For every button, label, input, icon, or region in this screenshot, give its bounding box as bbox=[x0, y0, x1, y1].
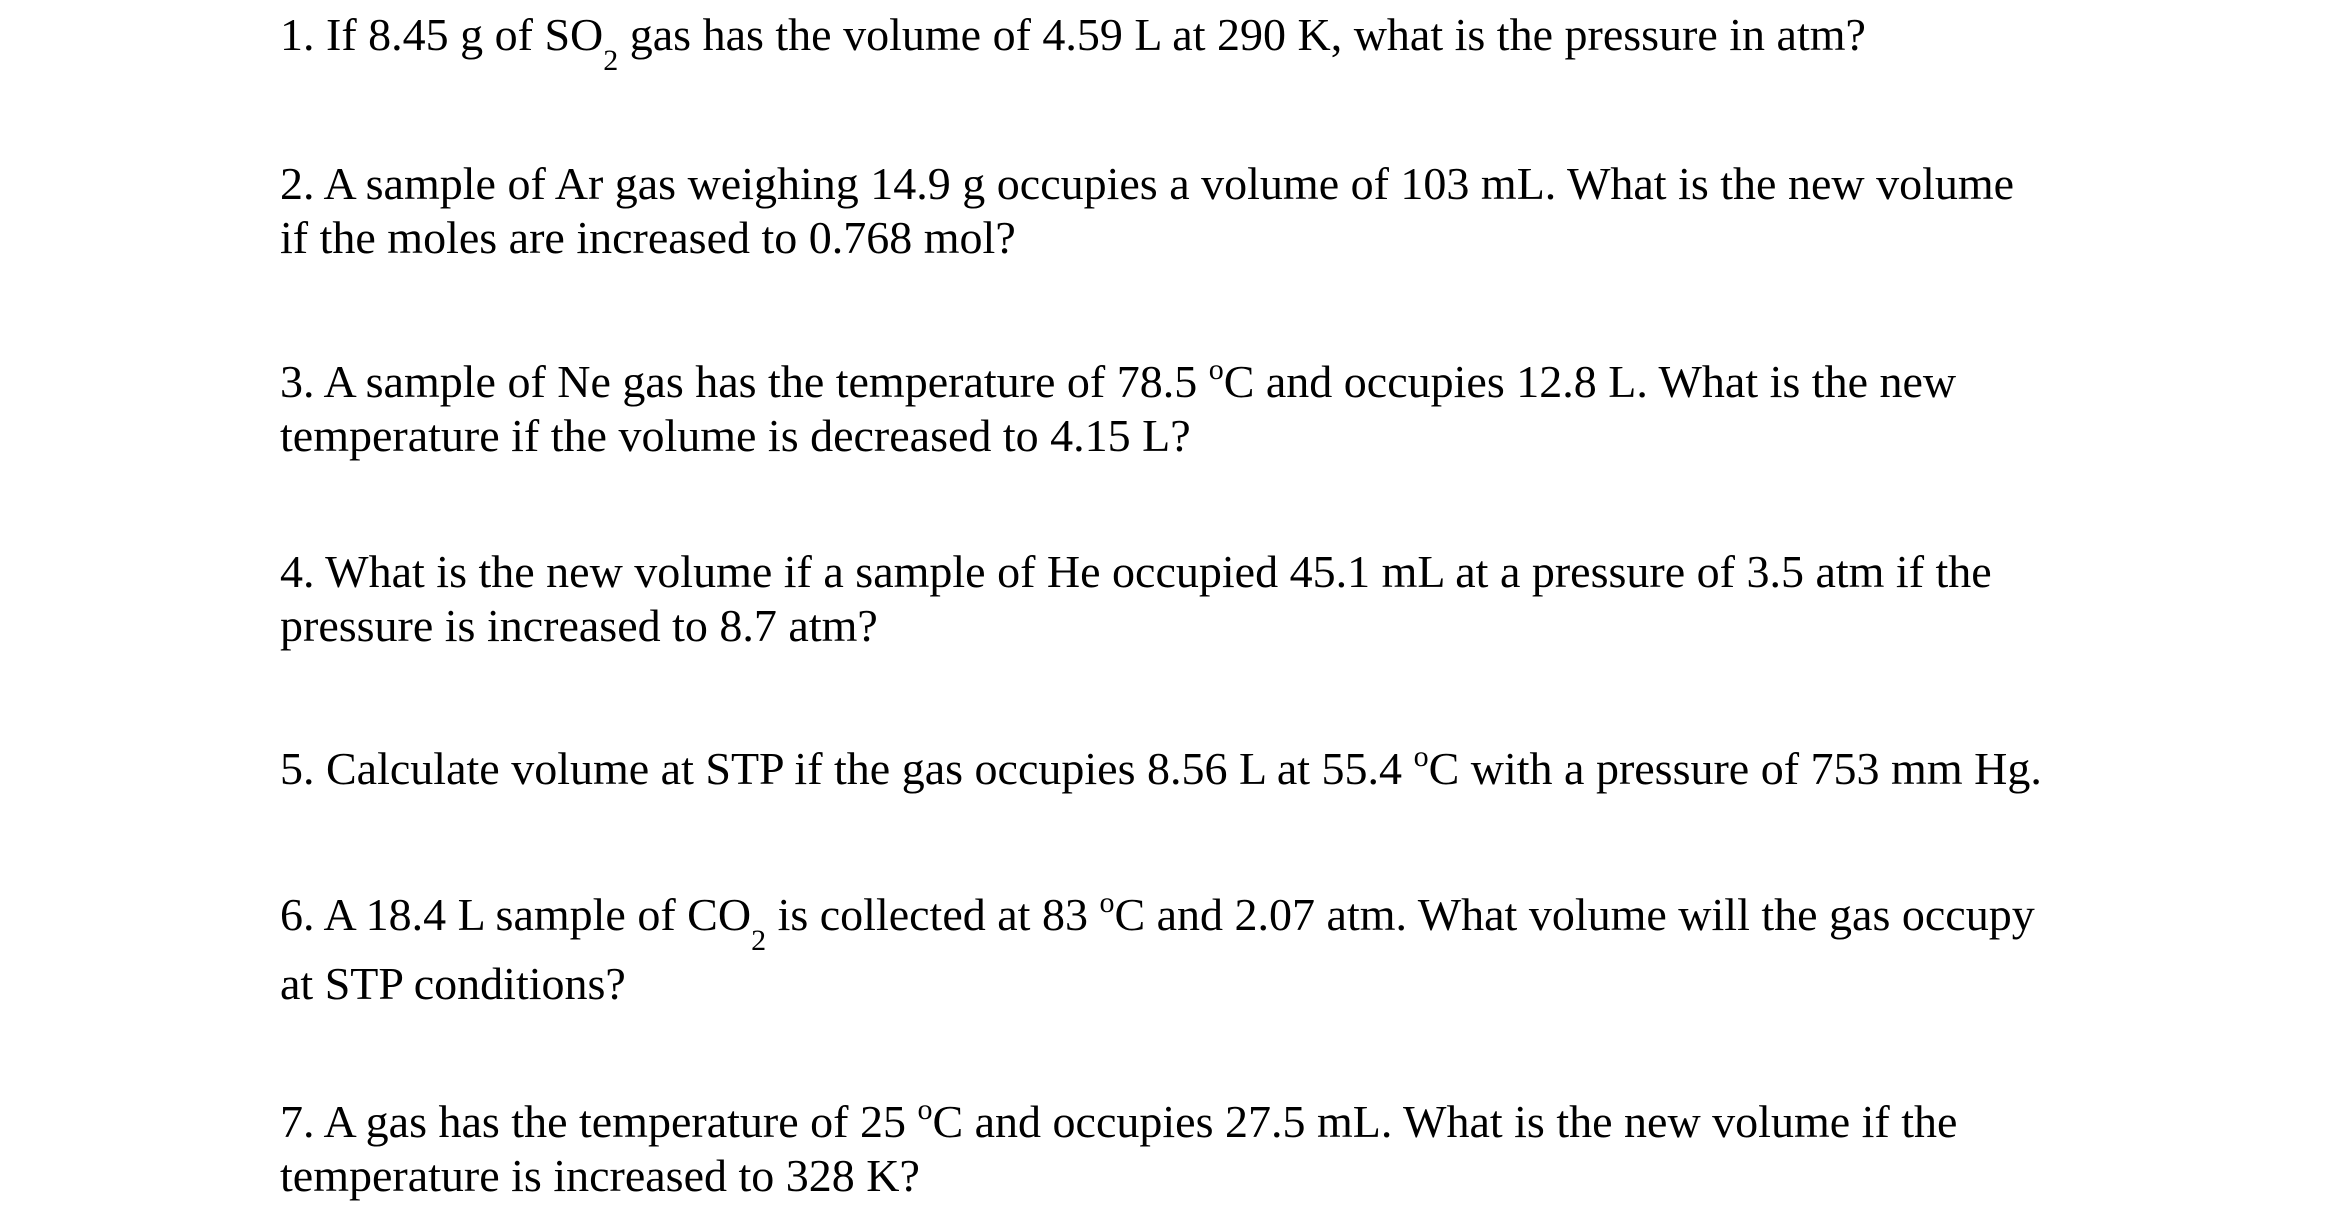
question-text: C and occupies 27.5 mL. What is the new volume if the bbox=[932, 1096, 1958, 1147]
question-number: 6. bbox=[280, 889, 315, 940]
question-7 bbox=[280, 1095, 2180, 1203]
question-number: 5. bbox=[280, 743, 315, 794]
question-text: If 8.45 g of SO bbox=[326, 9, 604, 60]
degree-superscript: o bbox=[917, 1093, 933, 1126]
question-text: A gas has the temperature of 25 bbox=[323, 1096, 918, 1147]
question-1-line-1 bbox=[280, 8, 2180, 77]
question-1 bbox=[280, 8, 2180, 77]
question-6-line-2: at STP conditions? bbox=[280, 958, 626, 1009]
question-2 bbox=[280, 157, 2180, 265]
question-text: C with a pressure of 753 mm Hg. bbox=[1428, 743, 2042, 794]
question-5 bbox=[280, 742, 2180, 796]
question-text: C and 2.07 atm. What volume will the gas occupy bbox=[1114, 889, 2035, 940]
subscript: 2 bbox=[603, 44, 619, 77]
question-text: A 18.4 L sample of CO bbox=[323, 889, 752, 940]
degree-superscript: o bbox=[1208, 353, 1224, 386]
question-text: A sample of Ne gas has the temperature of 78.5 bbox=[323, 356, 1209, 407]
question-number: 4. bbox=[280, 546, 315, 597]
question-text: is collected at 83 bbox=[766, 889, 1100, 940]
question-6-line-1 bbox=[280, 885, 2180, 957]
question-6 bbox=[280, 885, 2180, 1014]
question-text: gas has the volume of 4.59 L at 290 K, what is the pressure in atm? bbox=[618, 9, 1866, 60]
question-3-line-1 bbox=[280, 355, 2180, 409]
degree-superscript: o bbox=[1413, 740, 1429, 773]
subscript: 2 bbox=[751, 924, 767, 957]
question-text: A sample of Ar gas weighing 14.9 g occupies a volume of 103 mL. What is the new volume bbox=[323, 158, 2015, 209]
question-4 bbox=[280, 545, 2180, 653]
question-text: What is the new volume if a sample of He occupied 45.1 mL at a pressure of 3.5 atm if the bbox=[325, 546, 1992, 597]
question-7-line-2: temperature is increased to 328 K? bbox=[280, 1150, 920, 1201]
question-2-line-1 bbox=[280, 157, 2180, 211]
question-number: 2. bbox=[280, 158, 315, 209]
question-number: 7. bbox=[280, 1096, 315, 1147]
question-7-line-1 bbox=[280, 1095, 2180, 1149]
question-text: Calculate volume at STP if the gas occupies 8.56 L at 55.4 bbox=[326, 743, 1414, 794]
degree-superscript: o bbox=[1099, 886, 1115, 919]
question-3-line-2: temperature if the volume is decreased to 4.15 L? bbox=[280, 410, 1191, 461]
question-3 bbox=[280, 355, 2180, 463]
question-number: 3. bbox=[280, 356, 315, 407]
question-text: C and occupies 12.8 L. What is the new bbox=[1223, 356, 1957, 407]
question-2-line-2: if the moles are increased to 0.768 mol? bbox=[280, 212, 1016, 263]
question-4-line-1 bbox=[280, 545, 2180, 599]
question-4-line-2: pressure is increased to 8.7 atm? bbox=[280, 600, 878, 651]
question-number: 1. bbox=[280, 9, 315, 60]
question-5-line-1 bbox=[280, 742, 2180, 796]
